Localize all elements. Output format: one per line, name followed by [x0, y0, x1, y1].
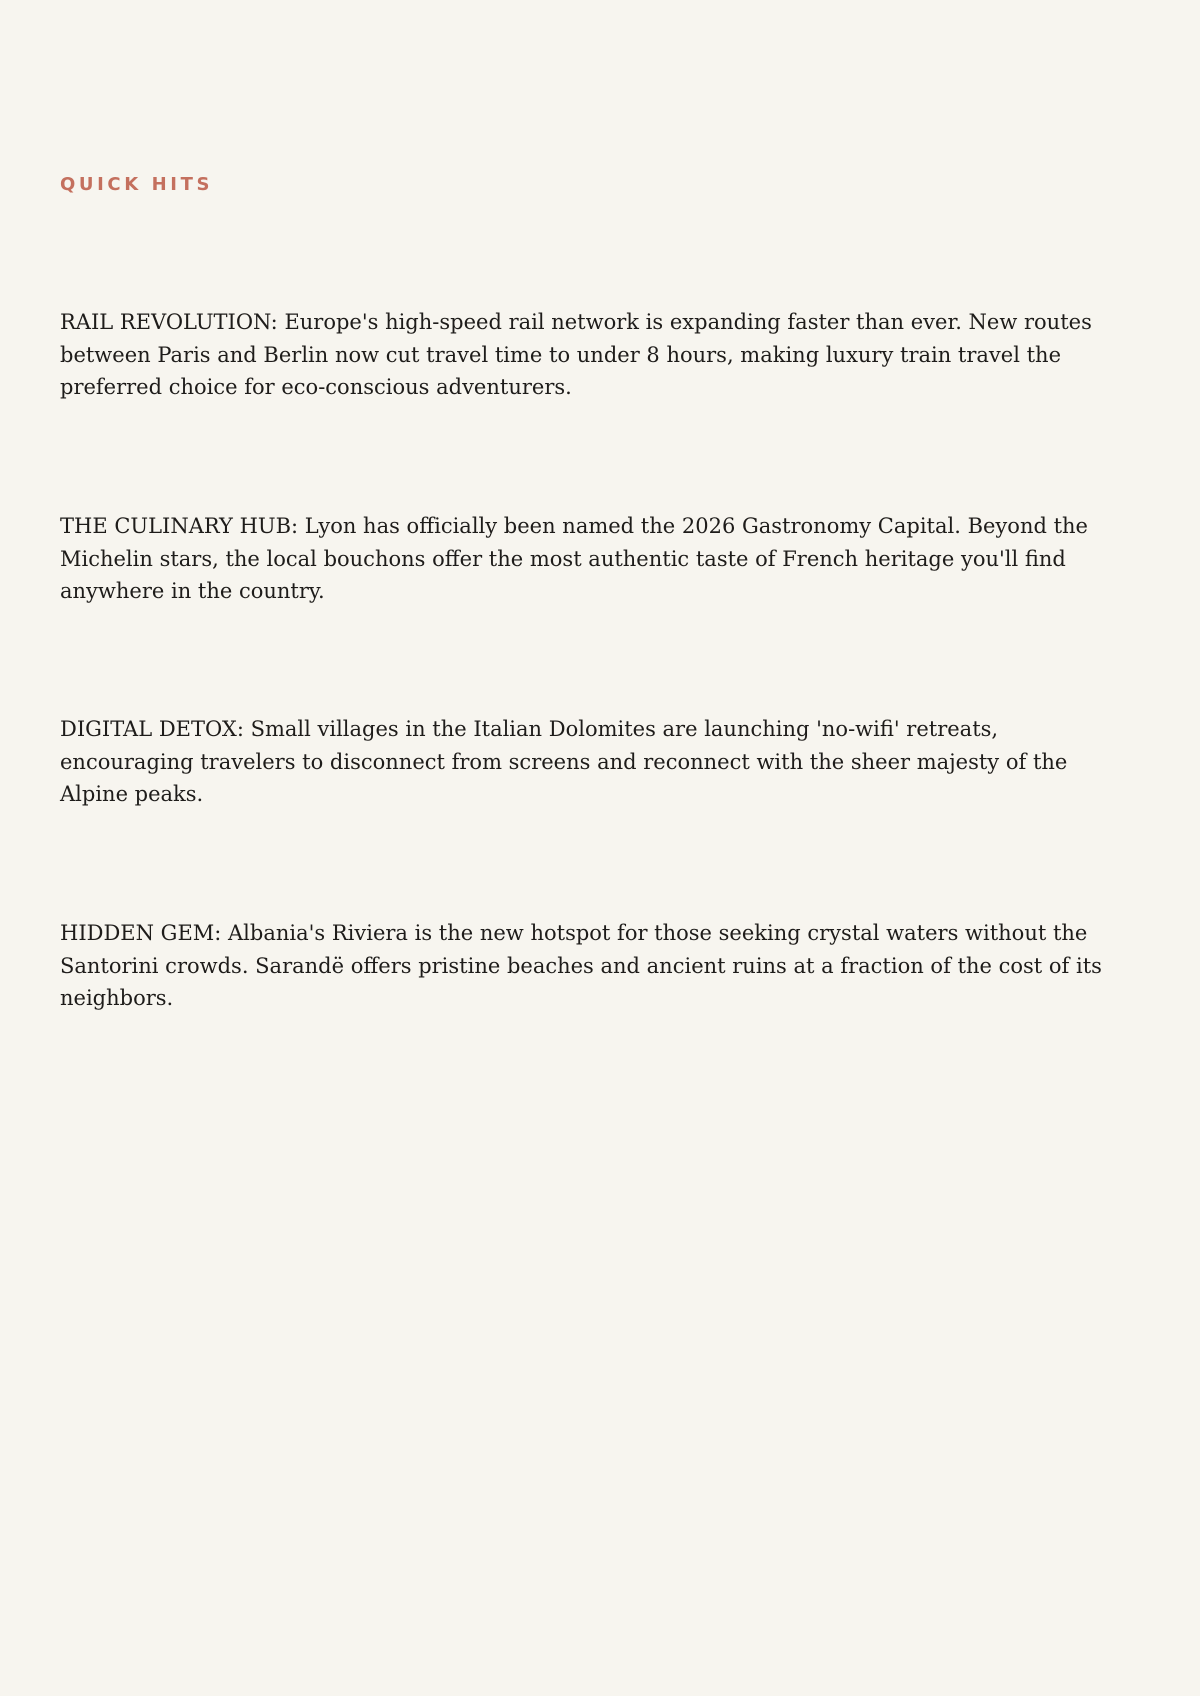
quick-hit-culinary-hub: THE CULINARY HUB: Lyon has officially been named the 2026 Gastronomy Capital. Beyond the Michelin stars, the local bouchons offer the most authentic taste of French heritage you'll find anywhere in the country.: [60, 514, 1088, 603]
quick-hit-hidden-gem: HIDDEN GEM: Albania's Riviera is the new hotspot for those seeking crystal waters without the Santorini crowds. Sarandë offers pristine beaches and ancient ruins at a fraction of the cost of its neighbors.: [60, 921, 1102, 1010]
quick-hit-digital-detox: DIGITAL DETOX: Small villages in the Italian Dolomites are launching 'no-wifi' retreats, encouraging travelers to disconnect from screens and reconnect with the sheer majesty of the Alpine peaks.: [60, 717, 1068, 806]
section-label: QUICK HITS: [60, 174, 214, 195]
quick-hit-rail-revolution: RAIL REVOLUTION: Europe's high-speed rail network is expanding faster than ever. New routes between Paris and Berlin now cut travel time to under 8 hours, making luxury train travel the preferred choice for eco-conscious adventurers.: [60, 310, 1092, 399]
